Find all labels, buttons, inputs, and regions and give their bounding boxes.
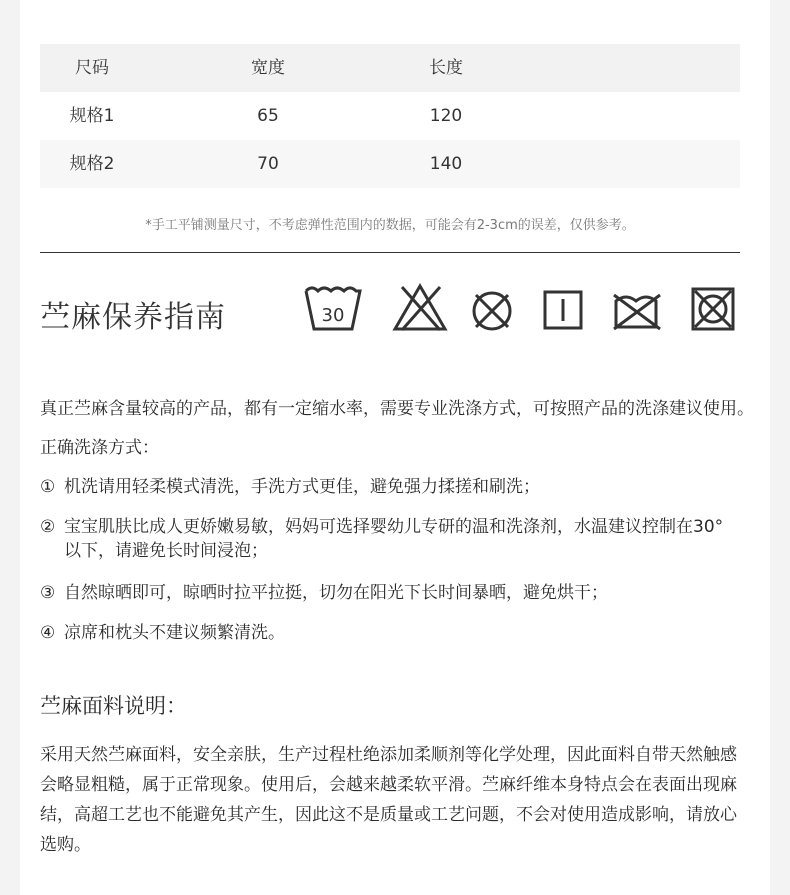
no-iron-icon: [610, 283, 664, 333]
row1-width: 65: [257, 106, 279, 126]
row2-width: 70: [257, 154, 279, 174]
list-item: [40, 621, 740, 645]
intro-text: 真正苎麻含量较高的产品，都有一定缩水率，需要专业洗涤方式，可按照产品的洗涤建议使用。: [40, 399, 754, 419]
no-dry-clean-icon: [690, 283, 738, 333]
divider: [40, 252, 740, 253]
care-guide-title: 苎麻保养指南: [40, 300, 226, 335]
header-size: 尺码: [75, 58, 109, 78]
list-item: [40, 581, 740, 605]
header-length: 长度: [429, 58, 463, 78]
line-dry-icon: [542, 283, 586, 333]
table-row: [40, 92, 740, 140]
item-number: ③: [40, 583, 56, 603]
list-item: [40, 515, 740, 563]
row1-length: 120: [429, 106, 463, 126]
row1-size: 规格1: [69, 106, 115, 126]
size-table: [40, 44, 740, 188]
no-tumble-dry-icon: [470, 283, 516, 333]
item-number: ④: [40, 623, 56, 643]
no-bleach-icon: [392, 283, 448, 333]
item-text: 宝宝肌肤比成人更娇嫩易敏，妈妈可选择婴幼儿专研的温和洗涤剂，水温建议控制在30°以下，请避免长时间浸泡；: [64, 517, 724, 561]
fabric-title: 苎麻面料说明：: [40, 694, 187, 718]
table-header-row: [40, 44, 740, 92]
item-text: 自然晾晒即可，晾晒时拉平拉挺，切勿在阳光下长时间暴晒，避免烘干；: [64, 583, 608, 603]
wash-temp-label: 30: [321, 305, 345, 326]
table-row: [40, 140, 740, 188]
header-width: 宽度: [251, 58, 285, 78]
fabric-text: 采用天然苎麻面料，安全亲肤，生产过程杜绝添加柔顺剂等化学处理，因此面料自带天然触感会略显粗糙，属于正常现象。使用后，会越来越柔软平滑。苎麻纤维本身特点会在表面出现麻结，高超工艺也不能避免其产生，因此这不是质量或工艺问题，不会对使用造成影响，请放心选购。: [40, 745, 737, 855]
method-label: 正确洗涤方式：: [40, 438, 159, 458]
item-text: 凉席和枕头不建议频繁清洗。: [64, 623, 285, 643]
row2-length: 140: [429, 154, 463, 174]
item-number: ②: [40, 517, 56, 537]
content-card: [20, 0, 770, 895]
wash-30-icon: [304, 283, 362, 333]
list-item: [40, 475, 740, 499]
item-text: 机洗请用轻柔模式清洗，手洗方式更佳，避免强力揉搓和刷洗；: [64, 477, 540, 497]
item-number: ①: [40, 477, 56, 497]
measure-note: *手工平铺测量尺寸，不考虑弹性范围内的数据，可能会有2-3cm的误差，仅供参考。: [145, 218, 635, 233]
row2-size: 规格2: [69, 154, 115, 174]
